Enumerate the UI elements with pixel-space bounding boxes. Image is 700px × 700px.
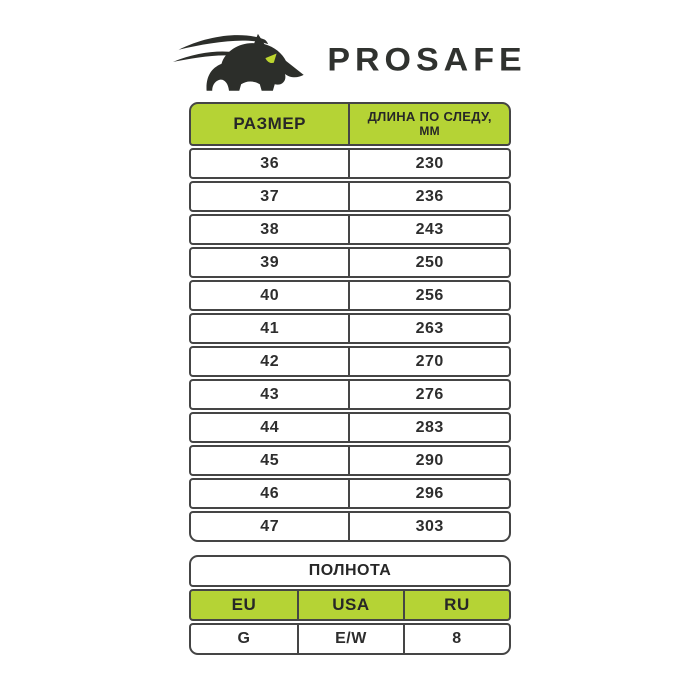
length-cell: 290 (348, 447, 509, 474)
brand-logo (0, 0, 700, 96)
width-table-title-row (189, 555, 511, 587)
width-header-cell-usa: USA (297, 591, 403, 619)
width-table-title: ПОЛНОТА (308, 562, 392, 579)
length-cell: 236 (348, 183, 509, 210)
length-cell: 256 (348, 282, 509, 309)
width-value-cell-usa: E/W (297, 625, 403, 653)
table-row (189, 280, 511, 311)
width-table-value-row (189, 623, 511, 655)
size-cell: 40 (260, 286, 280, 304)
table-row (189, 445, 511, 476)
length-cell: 270 (348, 348, 509, 375)
table-row (189, 148, 511, 179)
length-cell: 283 (348, 414, 509, 441)
width-table-header-row (189, 589, 511, 621)
size-cell: 47 (260, 517, 280, 535)
size-cell: 43 (260, 385, 280, 403)
size-cell: 37 (260, 187, 280, 205)
brand-wordmark: PROSAFE (327, 41, 527, 78)
table-row (189, 214, 511, 245)
width-header-cell-eu: EU (231, 595, 257, 614)
length-cell: 296 (348, 480, 509, 507)
table-row (189, 511, 511, 542)
rhino-icon (173, 25, 313, 95)
table-row (189, 247, 511, 278)
size-cell: 41 (260, 319, 280, 337)
size-cell: 46 (260, 484, 280, 502)
length-cell: 263 (348, 315, 509, 342)
table-row (189, 412, 511, 443)
length-column-label-line1: ДЛИНА ПО СЛЕДУ, (367, 109, 492, 124)
size-column-label: РАЗМЕР (233, 114, 307, 133)
table-row (189, 346, 511, 377)
table-row (189, 478, 511, 509)
length-cell: 243 (348, 216, 509, 243)
size-cell: 45 (260, 451, 280, 469)
size-cell: 42 (260, 352, 280, 370)
length-cell: 276 (348, 381, 509, 408)
header-cell-length (348, 104, 509, 144)
size-cell: 44 (260, 418, 280, 436)
length-cell: 250 (348, 249, 509, 276)
length-column-label-line2: ММ (419, 123, 440, 138)
size-cell: 39 (260, 253, 280, 271)
table-row (189, 379, 511, 410)
size-cell: 36 (260, 154, 280, 172)
length-cell: 303 (348, 513, 509, 540)
size-table-header-row (189, 102, 511, 146)
size-table (189, 102, 511, 655)
table-row (189, 313, 511, 344)
width-value-cell-eu: G (237, 630, 251, 647)
header-cell-size (191, 104, 348, 144)
table-row (189, 181, 511, 212)
width-value-cell-ru: 8 (403, 625, 509, 653)
width-header-cell-ru: RU (403, 591, 509, 619)
width-table (189, 555, 511, 655)
size-cell: 38 (260, 220, 280, 238)
length-cell: 230 (348, 150, 509, 177)
